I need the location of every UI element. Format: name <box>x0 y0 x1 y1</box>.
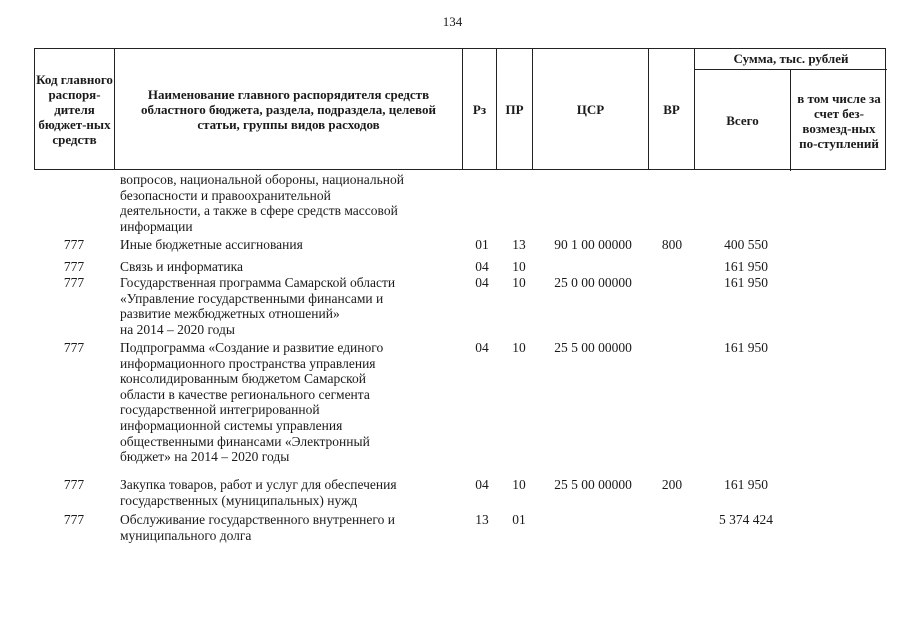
row-name: вопросов, национальной обороны, национальной безопасности и правоохранительной деятельности, а также в сфере средств массовой информации <box>120 172 404 234</box>
row-rz: 13 <box>475 512 489 527</box>
row-pr: 10 <box>512 340 526 355</box>
row-rz: 04 <box>475 477 489 492</box>
table-row <box>34 340 886 477</box>
row-code: 777 <box>63 237 85 252</box>
row-pr: 10 <box>512 275 526 290</box>
row-name: Связь и информатика <box>120 259 243 274</box>
row-name: Закупка товаров, работ и услуг для обеспечения государственных (муниципальных) нужд <box>120 477 397 508</box>
header-sum: Сумма, тыс. рублей <box>695 49 887 70</box>
table-header <box>34 48 886 170</box>
page-number: 134 <box>442 14 463 29</box>
header-code: Код главного распоря-дителя бюджет-ных средств <box>35 49 115 169</box>
row-name: Иные бюджетные ассигнования <box>120 237 303 252</box>
row-name: Подпрограмма «Создание и развитие единого информационного пространства управления консолидированным бюджетом Самарской области в качестве регионального сегмента государственной интегрированной информационной системы управления общественными финансами «Электронный бюджет» на 2014 – 2020 годы <box>120 340 384 465</box>
row-code: 777 <box>63 275 85 290</box>
row-name: Государственная программа Самарской области «Управление государственными финансами и развитие межбюджетных отношений» на 2014 – 2020 годы <box>120 275 396 337</box>
table-row <box>34 259 886 275</box>
row-rz: 04 <box>475 340 489 355</box>
row-total: 400 550 <box>724 237 768 252</box>
row-pr: 10 <box>512 259 526 274</box>
row-csr: 90 1 00 00000 <box>554 237 632 252</box>
table-row <box>34 477 886 512</box>
table-row <box>34 275 886 340</box>
header-rz: Рз <box>463 49 497 169</box>
header-total: Всего <box>695 70 791 171</box>
row-csr: 25 0 00 00000 <box>554 275 632 290</box>
row-csr: 25 5 00 00000 <box>554 340 632 355</box>
row-pr: 13 <box>512 237 526 252</box>
row-total: 161 950 <box>724 275 768 290</box>
row-code: 777 <box>63 512 85 527</box>
header-incl: в том числе за счет без-возмезд-ных по-ступлений <box>797 90 881 151</box>
row-code: 777 <box>63 477 85 492</box>
row-name: Обслуживание государственного внутреннего и муниципального долга <box>120 512 395 543</box>
row-rz: 04 <box>475 275 489 290</box>
header-csr: ЦСР <box>533 49 649 169</box>
row-pr: 10 <box>512 477 526 492</box>
row-vr: 200 <box>661 477 683 492</box>
row-total: 161 950 <box>724 259 768 274</box>
header-pr: ПР <box>497 49 533 169</box>
row-code: 777 <box>63 340 85 355</box>
row-total: 161 950 <box>724 477 768 492</box>
row-rz: 01 <box>475 237 489 252</box>
row-pr: 01 <box>512 512 526 527</box>
row-vr: 800 <box>661 237 683 252</box>
table-row <box>34 512 886 547</box>
row-rz: 04 <box>475 259 489 274</box>
table-row <box>34 172 886 237</box>
row-csr: 25 5 00 00000 <box>554 477 632 492</box>
row-total: 5 374 424 <box>719 512 773 527</box>
row-code: 777 <box>63 259 85 274</box>
header-vr: ВР <box>649 49 695 169</box>
row-total: 161 950 <box>724 340 768 355</box>
table-row <box>34 237 886 259</box>
table-body <box>34 172 886 547</box>
header-name: Наименование главного распорядителя средств областного бюджета, раздела, подраздела, целевой статьи, группы видов расходов <box>115 49 463 169</box>
